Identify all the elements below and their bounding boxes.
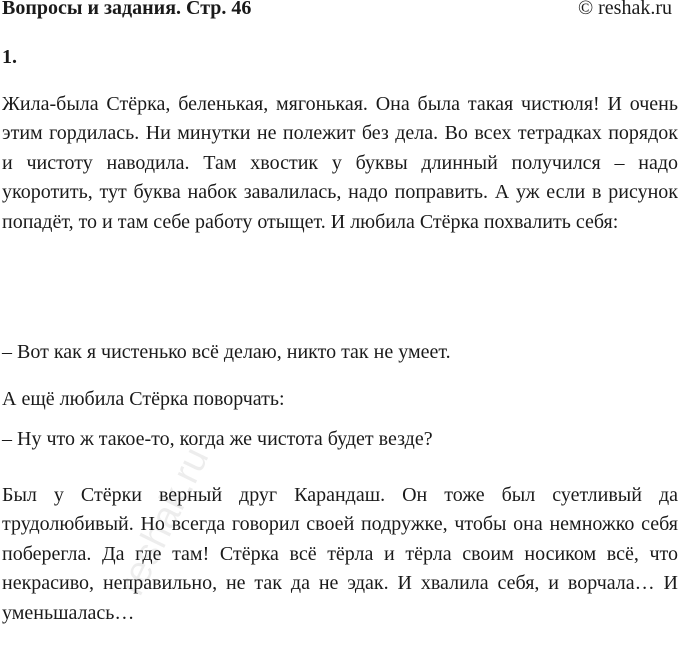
story-paragraph-1: Жила-была Стёрка, беленькая, мягонькая. Она была такая чистюля! И очень этим гордилась. Ни минутки не полежит без дела. Во всех тетрадках порядок и чистоту наводила. Там хвостик у буквы длинный получился – надо укоротить, тут буква набок завалилась, надо поправить. А уж если в рисунок попадёт, то и там себе работу отыщет. И любила Стёрка похвалить себя:: [2, 93, 678, 233]
story-paragraph-3: А ещё любила Стёрка поворчать:: [2, 388, 285, 410]
section-title: Вопросы и задания. Стр. 46: [2, 0, 252, 19]
task-number: 1.: [2, 46, 17, 68]
story-paragraph-2: – Вот как я чистенько всё делаю, никто так не умеет.: [2, 341, 451, 363]
header: [2, 0, 678, 26]
brand-label[interactable]: © reshak.ru: [577, 0, 672, 19]
watermark: reshak.ru: [110, 440, 218, 602]
story-paragraph-5: Был у Стёрки верный друг Карандаш. Он тоже был суетливый да трудолюбивый. Но всегда говорил своей подружке, чтобы она немножко себя поберегла. Да где там! Стёрка всё тёрла и тёрла своим носиком всё, что некрасиво, неправильно, не так да не эдак. И хвалила себя, и ворчала… И уменьшалась…: [2, 484, 678, 624]
story-paragraph-4: – Ну что ж такое-то, когда же чистота будет везде?: [2, 428, 433, 450]
